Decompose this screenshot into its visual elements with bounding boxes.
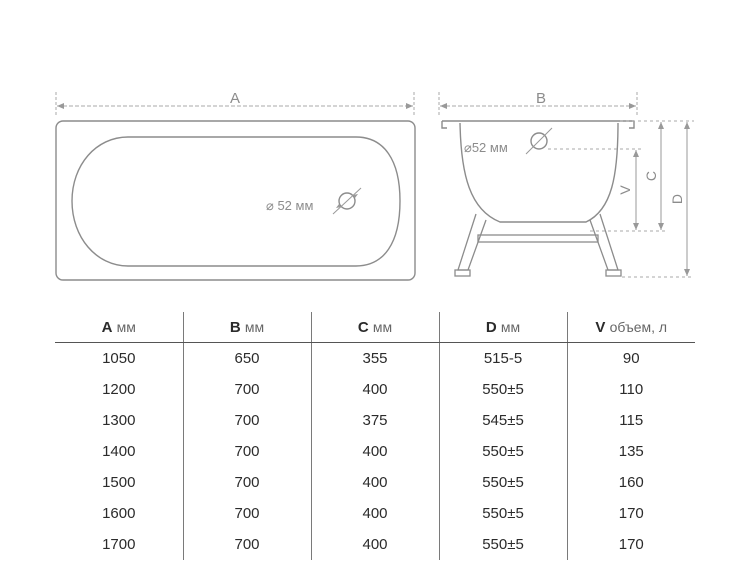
cell-c: 400 [311,529,439,560]
rim-bracket-left [442,121,447,128]
cell-v: 170 [567,498,695,529]
table-row [55,467,695,498]
cell-b: 700 [183,374,311,405]
header-a: A мм [55,312,183,343]
drain-diameter-line [333,188,361,214]
cell-v: 115 [567,405,695,436]
dim-v-arrow-bottom [633,223,639,230]
header-b: B мм [183,312,311,343]
table-row [55,529,695,560]
dim-b-arrow-left [440,103,447,109]
cell-a: 1050 [102,350,136,367]
tub-side-profile [460,123,618,222]
foot-left [455,270,470,276]
top-drain-label: ⌀ 52 мм [266,198,314,213]
dim-d-label: D [669,193,685,205]
dim-c-arrow-top [658,122,664,129]
cell-b: 700 [183,498,311,529]
table-row [55,405,695,436]
cell-b: 700 [183,529,311,560]
cell-b: 700 [183,436,311,467]
dim-a-arrow-right [406,103,413,109]
cell-v: 110 [567,374,695,405]
dim-v-arrow-top [633,150,639,157]
table-header-row [55,312,695,343]
table-row [55,374,695,405]
foot-right [606,270,621,276]
cell-c: 400 [311,467,439,498]
side-drain-diameter-line [526,128,552,154]
cell-b: 700 [183,467,311,498]
cell-d: 545±5 [439,405,567,436]
cell-c: 375 [311,405,439,436]
cell-v: 160 [567,467,695,498]
dim-d-arrow-top [684,122,690,129]
cell-v: 170 [567,529,695,560]
top-view [56,90,415,280]
dim-b-arrow-right [629,103,636,109]
frame-bar [478,235,598,242]
cell-a: 1300 [102,412,136,429]
cell-d: 515-5 [439,343,567,375]
cell-a: 1400 [102,443,136,460]
dim-b-label: B [535,90,547,107]
cell-v: 135 [567,436,695,467]
dim-a-arrow-left [57,103,64,109]
cell-d: 550±5 [439,374,567,405]
header-c: C мм [311,312,439,343]
cell-a: 1700 [102,536,136,553]
table-row [55,498,695,529]
cell-v: 90 [567,343,695,375]
dim-c-label: C [643,170,659,182]
cell-c: 400 [311,374,439,405]
cell-b: 650 [183,343,311,375]
cell-a: 1600 [102,505,136,522]
tub-inner-basin [72,137,400,266]
tub-outer-rim [56,121,415,280]
dim-c-arrow-bottom [658,223,664,230]
rim-bracket-right [629,121,634,128]
dim-d-arrow-bottom [684,269,690,276]
cell-c: 400 [311,498,439,529]
cell-c: 355 [311,343,439,375]
side-drain-label: ⌀52 мм [464,140,508,155]
dim-a-label: A [229,90,241,107]
header-v: V объем, л [567,312,695,343]
cell-d: 550±5 [439,498,567,529]
cell-d: 550±5 [439,436,567,467]
cell-a: 1500 [102,474,136,491]
cell-a: 1200 [102,381,136,398]
header-d: D мм [439,312,567,343]
table-row [55,343,695,375]
cell-c: 400 [311,436,439,467]
cell-d: 550±5 [439,529,567,560]
side-view [439,90,694,277]
table-row [55,436,695,467]
dimensions-table [55,312,695,560]
cell-b: 700 [183,405,311,436]
dim-v-label: V [617,185,633,195]
cell-d: 550±5 [439,467,567,498]
